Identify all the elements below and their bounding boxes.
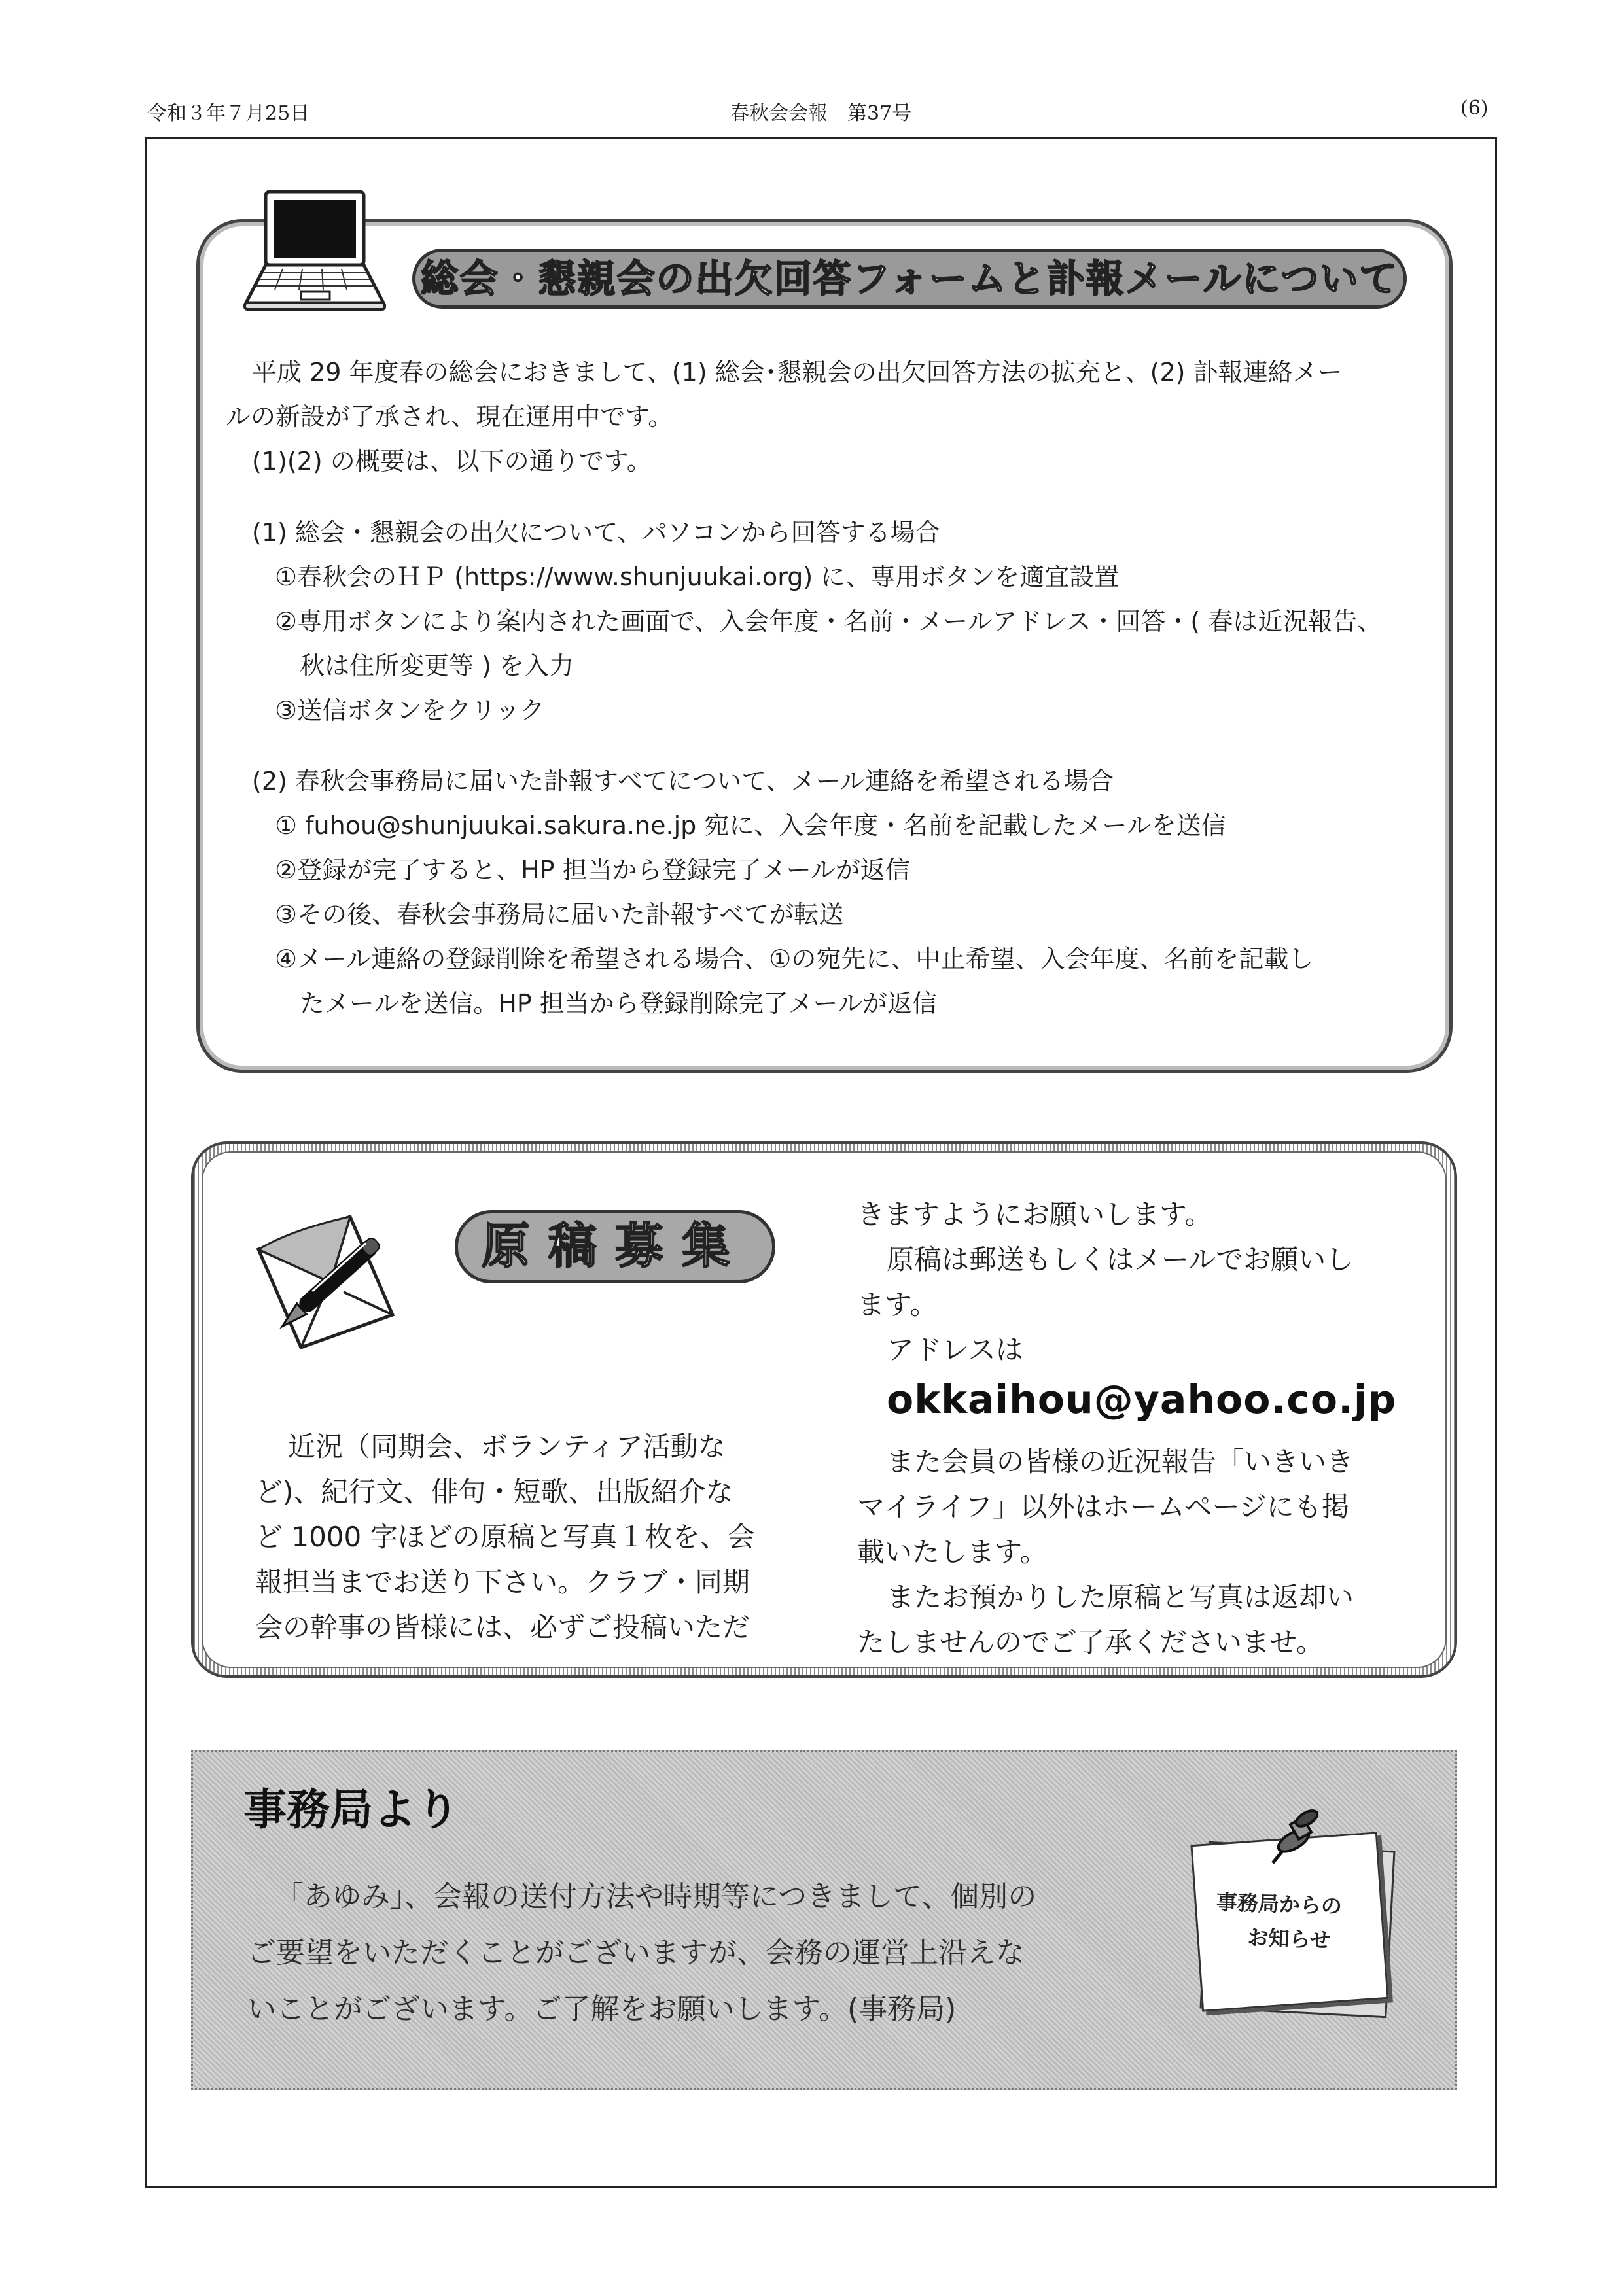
intro-line-1: 平成 29 年度春の総会におきまして、(1) 総会･懇親会の出欠回答方法の拡充と、(2) 訃報連絡メー <box>252 358 1343 387</box>
item2-line-2: ②登録が完了すると、HP 担当から登録完了メールが返信 <box>275 856 910 884</box>
manuscript-right-line-7: 載いたします。 <box>857 1536 1048 1568</box>
manuscript-right-line-4: アドレスは <box>887 1334 1023 1366</box>
office-line-3: いことがございます。ご了解をお願いします。(事務局) <box>247 1992 957 2026</box>
manuscript-right-line-2: 原稿は郵送もしくはメールでお願いし <box>887 1244 1354 1276</box>
manuscript-email-address[interactable]: okkaihou@yahoo.co.jp <box>887 1377 1397 1423</box>
envelope-pen-icon <box>252 1204 409 1361</box>
manuscript-right-line-3: ます。 <box>857 1289 938 1321</box>
manuscript-right-line-9: たしませんのでご了承くださいませ。 <box>857 1626 1324 1658</box>
item2-line-5: たメールを送信。HP 担当から登録削除完了メールが返信 <box>300 989 938 1018</box>
item1-line-3: 秋は住所変更等 ) を入力 <box>300 652 574 680</box>
item2-line-4: ④メール連絡の登録削除を希望される場合、①の宛先に、中止希望、入会年度、名前を記載し <box>275 945 1314 973</box>
intro-line-3: (1)(2) の概要は、以下の通りです。 <box>252 447 652 476</box>
manuscript-left-line-3: ど 1000 字ほどの原稿と写真１枚を、会 <box>255 1521 755 1553</box>
header-date: 令和３年７月25日 <box>147 102 310 125</box>
item2-heading: (2) 春秋会事務局に届いた訃報すべてについて、メール連絡を希望される場合 <box>252 767 1114 795</box>
manuscript-left-line-1: 近況（同期会、ボランティア活動な <box>288 1431 726 1463</box>
laptop-icon <box>243 186 387 317</box>
note-text-line-1: 事務局からの <box>1216 1889 1343 1919</box>
item2-line-1: ① fuhou@shunjuukai.sakura.ne.jp 宛に、入会年度・名前を記載したメールを送信 <box>275 811 1226 840</box>
pushpin-icon <box>1266 1807 1325 1866</box>
header-page-number: (6) <box>1460 97 1489 120</box>
office-line-1: 「あゆみ」、会報の送付方法や時期等につきまして、個別の <box>275 1880 1037 1913</box>
section-office-title: 事務局より <box>243 1784 459 1835</box>
manuscript-right-line-1: きますようにお願いします。 <box>857 1198 1212 1230</box>
manuscript-left-line-5: 会の幹事の皆様には、必ずご投稿いただ <box>255 1611 750 1643</box>
item1-line-1: ①春秋会のＨＰ (https://www.shunjuukai.org) に、専用ボタンを適宜設置 <box>275 563 1120 591</box>
header-title: 春秋会会報 第37号 <box>730 102 912 125</box>
item1-line-2: ②専用ボタンにより案内された画面で、入会年度・名前・メールアドレス・回答・( 春は近況報告、 <box>275 607 1383 636</box>
manuscript-right-line-8: またお預かりした原稿と写真は返却い <box>887 1581 1354 1613</box>
section-manuscript-title: 原稿募集 <box>455 1210 775 1283</box>
section-forms-title: 総会・懇親会の出欠回答フォームと訃報メールについて <box>412 249 1407 309</box>
item1-line-4: ③送信ボタンをクリック <box>275 696 545 725</box>
intro-line-2: ルの新設が了承され、現在運用中です。 <box>226 402 673 431</box>
office-line-2: ご要望をいただくことがございますが、会務の運営上沿えな <box>247 1936 1025 1970</box>
manuscript-left-line-4: 報担当までお送り下さい。クラブ・同期 <box>255 1566 750 1598</box>
item1-heading: (1) 総会・懇親会の出欠について、パソコンから回答する場合 <box>252 518 940 547</box>
note-text-line-2: お知らせ <box>1246 1924 1332 1953</box>
manuscript-right-line-5: また会員の皆様の近況報告「いきいき <box>887 1446 1354 1478</box>
manuscript-left-line-2: ど)、紀行文、俳句・短歌、出版紹介な <box>255 1476 733 1508</box>
item2-line-3: ③その後、春秋会事務局に届いた訃報すべてが転送 <box>275 900 844 929</box>
manuscript-right-line-6: マイライフ」以外はホームページにも掲 <box>857 1491 1349 1523</box>
